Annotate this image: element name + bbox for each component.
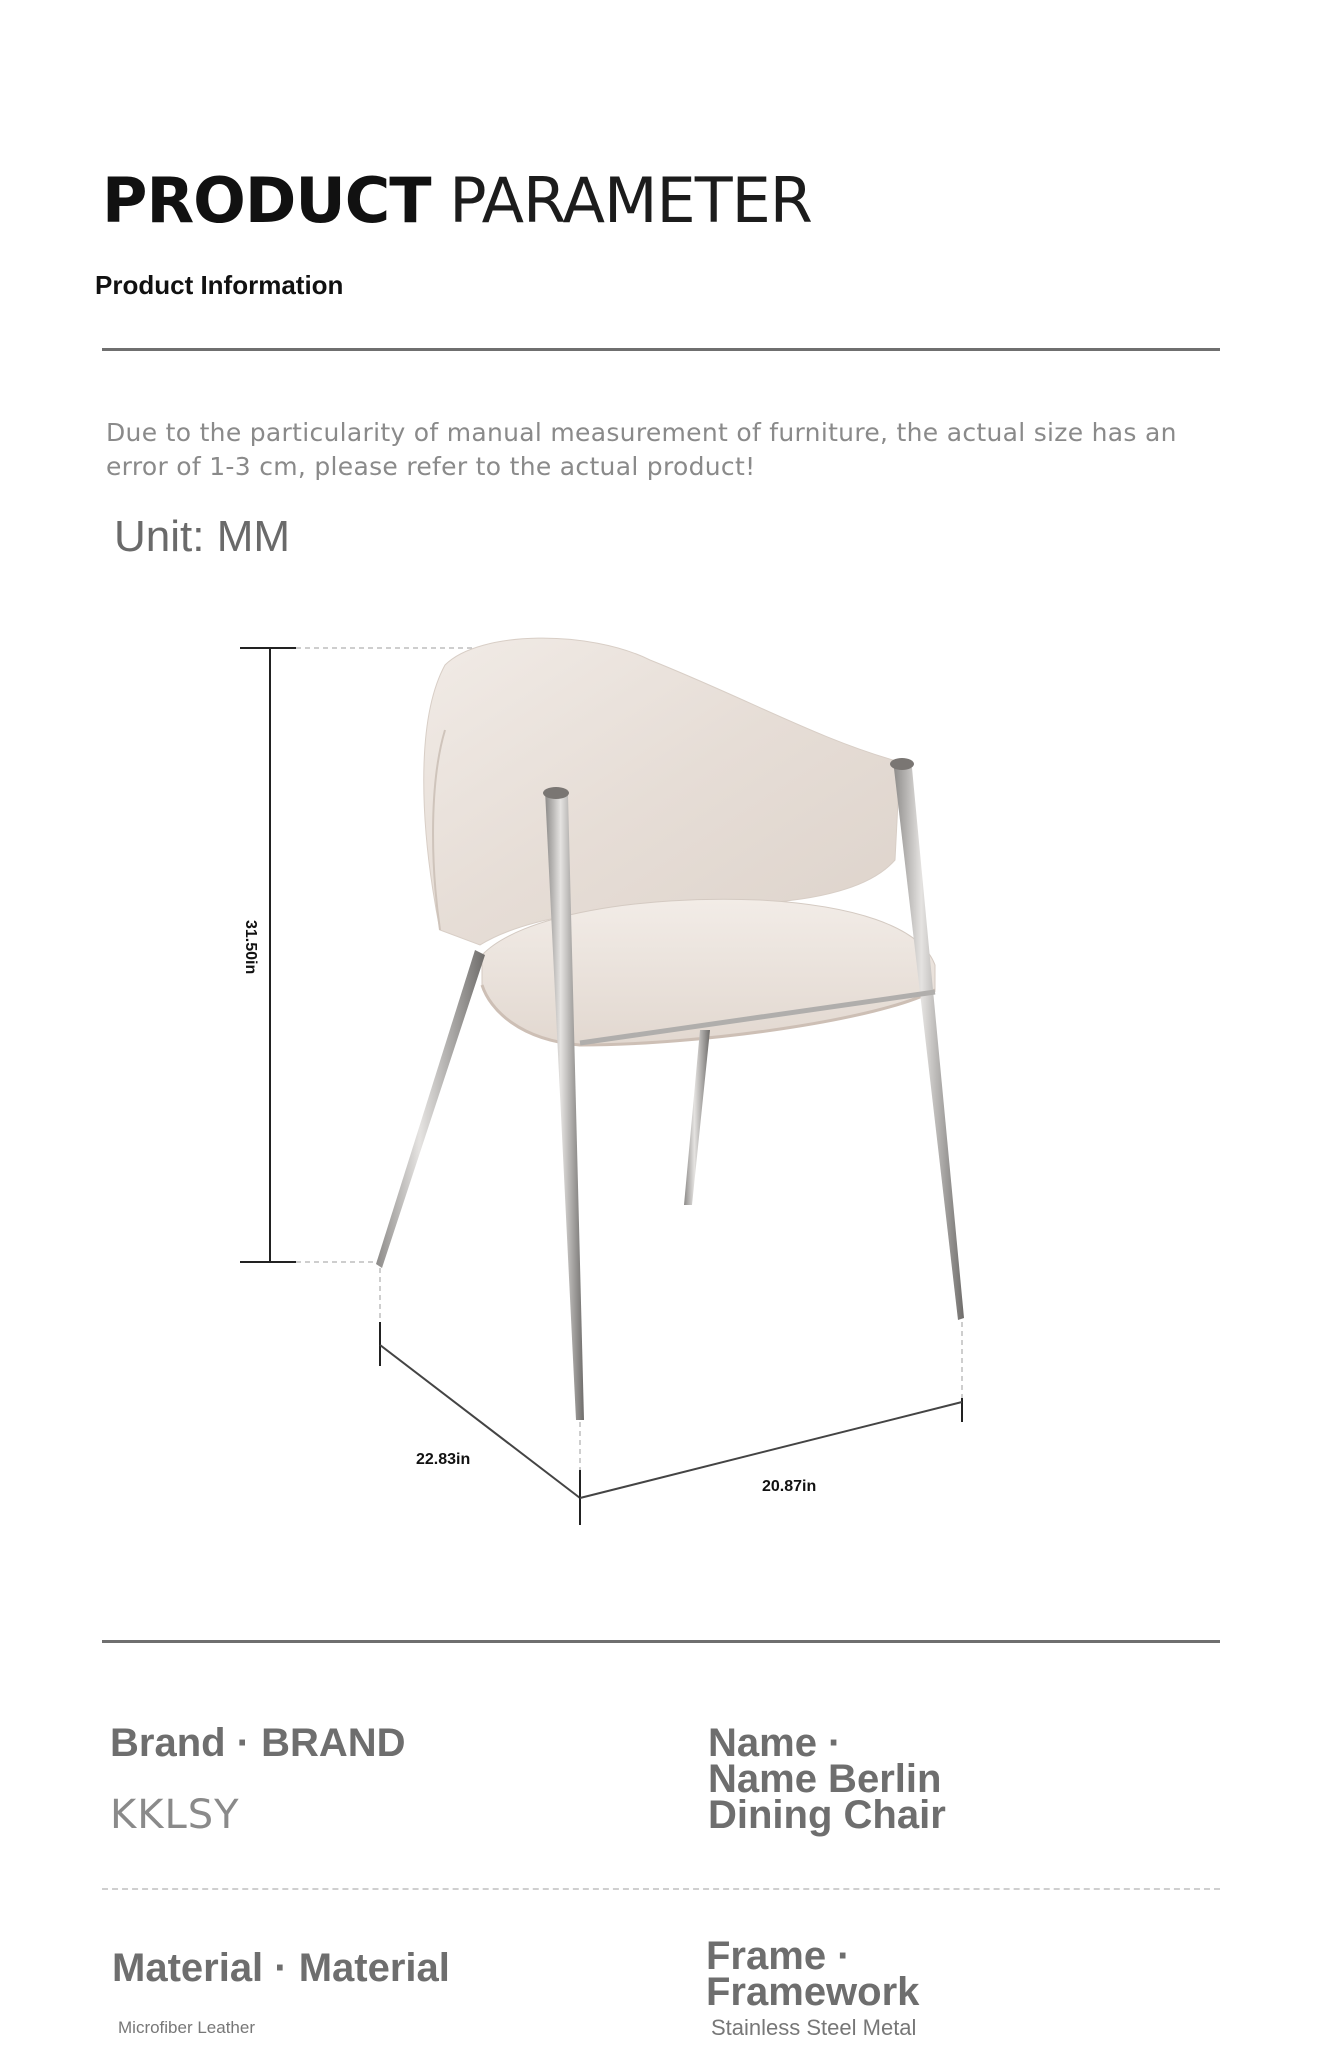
front-right-leg [893,760,964,1320]
material-value: Microfiber Leather [118,2018,256,2037]
chair-back [424,638,900,945]
chair-dimension-figure [0,600,1322,1540]
title-light: PARAMETER [449,164,812,237]
name-label-line2: Name Berlin [708,1757,942,1801]
rear-left-leg [376,950,485,1268]
unit-label: Unit: MM [114,512,290,561]
width-label: 20.87in [762,1478,817,1495]
spec-row-divider [102,1888,1220,1890]
brand-value: KKLSY [110,1792,240,1838]
title-bold: PRODUCT [102,164,431,237]
name-label [708,1721,946,1837]
height-label: 31.50in [242,920,259,975]
page-title [102,164,812,237]
width-dimension [580,1322,962,1525]
name-label-line3: Dining Chair [708,1793,946,1837]
bottom-divider [102,1640,1220,1643]
frame-label-line1: Frame · [706,1934,851,1978]
name-label-line1: Name · [708,1721,842,1765]
measurement-note: Due to the particularity of manual measurement of furniture, the actual size has an error of 1-3 cm, please refer to the actual product! [106,418,1177,481]
depth-label: 22.83in [416,1451,471,1468]
section-subtitle: Product Information [95,270,344,300]
material-label: Material · Material [112,1946,450,1990]
frame-value: Stainless Steel Metal [711,2015,917,2040]
depth-dimension [380,1268,580,1498]
frame-label [706,1934,920,2014]
frame-label-line2: Framework [706,1970,920,2014]
rear-right-leg [684,1030,710,1205]
brand-label: Brand · BRAND [110,1721,406,1765]
top-divider [102,348,1220,351]
